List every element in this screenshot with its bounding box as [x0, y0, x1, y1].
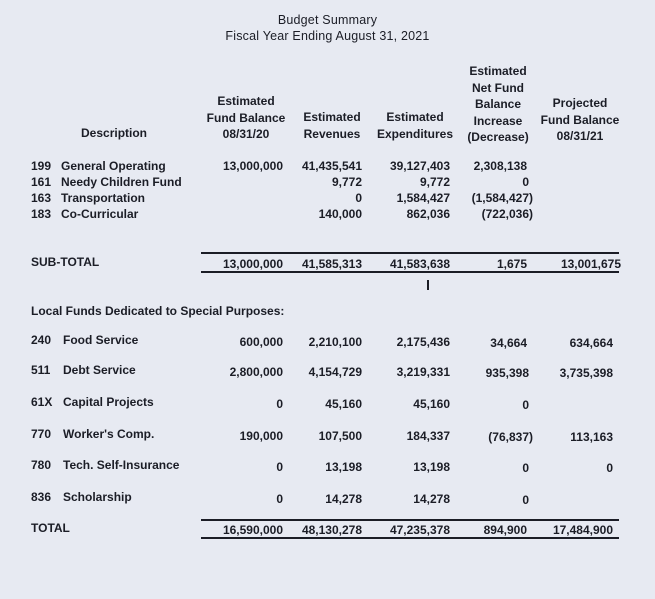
fund-description: Scholarship	[63, 490, 132, 504]
fund-balance: 190,000	[239, 429, 283, 443]
fund-revenues: 107,500	[318, 429, 362, 443]
fund-expenditures: 184,337	[406, 429, 450, 443]
fund-projected-balance: 3,735,398	[559, 366, 613, 380]
fund-description: Food Service	[63, 333, 139, 347]
fund-expenditures: 13,198	[413, 460, 450, 474]
subtotal-rule-top	[201, 252, 619, 254]
subtotal-rule-bottom	[201, 271, 619, 273]
fund-balance: 0	[276, 397, 283, 411]
subtotal-projected-balance: 13,001,675	[560, 257, 621, 271]
column-header-expenditures: Estimated Expenditures	[376, 110, 454, 141]
fund-code: 780	[31, 458, 52, 472]
fund-projected-balance: 113,163	[570, 430, 613, 444]
fund-expenditures: 45,160	[413, 397, 450, 411]
fund-revenues: 4,154,729	[308, 365, 362, 379]
subtotal-revenues: 41,585,313	[301, 257, 362, 271]
fund-net-change: 34,664	[490, 336, 527, 350]
total-rule-top	[201, 519, 619, 521]
fund-net-change: 0	[522, 493, 529, 507]
fund-net-change: 0	[522, 461, 529, 475]
row-code: 161	[31, 175, 52, 189]
total-label: TOTAL	[31, 521, 70, 535]
fund-projected-balance: 634,664	[569, 336, 613, 350]
fund-balance: 2,800,000	[229, 365, 283, 379]
row-revenues: 41,435,541	[301, 159, 362, 173]
fund-expenditures: 14,278	[413, 492, 450, 506]
fund-code: 61X	[31, 395, 53, 409]
row-description: Needy Children Fund	[61, 175, 182, 189]
column-header-net-change: Estimated Net Fund Balance Increase (Decrease)	[467, 64, 529, 144]
fund-code: 240	[31, 333, 52, 347]
fund-revenues: 14,278	[325, 492, 362, 506]
fund-revenues: 2,210,100	[308, 335, 362, 349]
fund-balance: 600,000	[239, 335, 283, 349]
fund-code: 836	[31, 490, 52, 504]
row-net-change: 0	[522, 175, 529, 189]
fund-balance: 0	[276, 460, 283, 474]
subtotal-net-change: 1,675	[496, 257, 527, 271]
fund-expenditures: 3,219,331	[396, 365, 450, 379]
fund-code: 770	[31, 427, 52, 441]
row-expenditures: 862,036	[406, 207, 450, 221]
stray-mark	[427, 280, 429, 290]
row-net-change: 2,308,138	[473, 159, 527, 173]
column-header-revenues: Estimated Revenues	[303, 110, 361, 141]
fund-description: Capital Projects	[63, 395, 154, 409]
row-description: Co-Curricular	[61, 207, 139, 221]
fund-description: Debt Service	[63, 363, 136, 377]
column-header-projected-balance: Projected Fund Balance 08/31/21	[540, 96, 620, 143]
total-rule-bottom	[201, 537, 619, 539]
row-net-change: (1,584,427)	[471, 191, 533, 205]
row-description: General Operating	[61, 159, 166, 173]
total-projected-balance: 17,484,900	[552, 523, 613, 537]
column-header-fund-balance: Estimated Fund Balance 08/31/20	[206, 94, 286, 141]
fund-expenditures: 2,175,436	[396, 335, 450, 349]
subtotal-expenditures: 41,583,638	[389, 257, 450, 271]
fund-net-change: (76,837)	[488, 430, 533, 444]
fund-description: Worker's Comp.	[63, 427, 155, 441]
fund-projected-balance: 0	[606, 461, 613, 475]
fund-revenues: 13,198	[325, 460, 362, 474]
total-expenditures: 47,235,378	[389, 523, 450, 537]
total-fund-balance: 16,590,000	[222, 523, 283, 537]
fund-net-change: 0	[522, 398, 529, 412]
document-title: Budget Summary	[277, 13, 378, 27]
row-fund-balance: 13,000,000	[222, 159, 283, 173]
fund-code: 511	[31, 363, 51, 377]
row-code: 163	[31, 191, 52, 205]
row-expenditures: 1,584,427	[396, 191, 450, 205]
total-net-change: 894,900	[483, 523, 527, 537]
row-net-change: (722,036)	[481, 207, 533, 221]
fund-net-change: 935,398	[485, 366, 529, 380]
column-header-description: Description	[81, 126, 148, 140]
row-expenditures: 39,127,403	[389, 159, 450, 173]
row-code: 199	[31, 159, 52, 173]
row-revenues: 140,000	[318, 207, 362, 221]
fund-description: Tech. Self-Insurance	[63, 458, 180, 472]
total-revenues: 48,130,278	[301, 523, 362, 537]
row-description: Transportation	[61, 191, 146, 205]
fund-revenues: 45,160	[325, 397, 362, 411]
subtotal-fund-balance: 13,000,000	[222, 257, 283, 271]
subtotal-label: SUB-TOTAL	[31, 255, 100, 269]
row-revenues: 0	[355, 191, 362, 205]
document-subtitle: Fiscal Year Ending August 31, 2021	[225, 29, 430, 43]
row-expenditures: 9,772	[419, 175, 450, 189]
row-revenues: 9,772	[331, 175, 362, 189]
section-heading: Local Funds Dedicated to Special Purposes:	[31, 304, 285, 318]
row-code: 183	[31, 207, 52, 221]
fund-balance: 0	[276, 492, 283, 506]
